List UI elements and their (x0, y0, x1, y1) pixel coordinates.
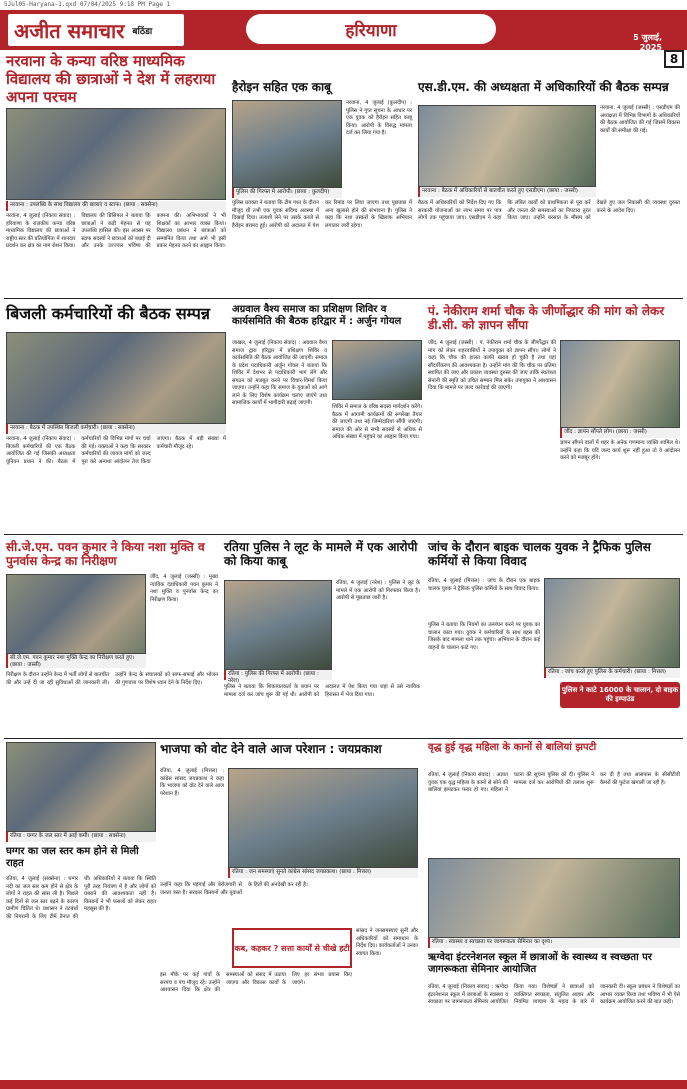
story-5-body-a: जाखल, 4 जुलाई (निकाय संवाद) : अग्रवाल वैश्य समाज द्वारा हरिद्वार में प्रशिक्षण शिविर व कार्यसमिति की बैठक आयोजित की जाएगी। समाज के प्रदेश पदाधिकारी अर्जुन गोयल ने बताया कि शिविर में देशभर से पदाधिकारी भाग लेंगे और संगठन को मजबूत करने पर विचार-विमर्श किया जाएगा। उन्होंने कहा कि समाज के युवाओं को आगे लाने के लिए विशेष कार्यक्रम चलाए जाएंगे तथा सामाजिक कार्यों में भागीदारी बढ़ाई जाएगी। (232, 340, 327, 407)
story-10-body-a: रतिया, 4 जुलाई (मित्तल) : कांग्रेस सांसद जयप्रकाश ने कहा कि भाजपा को वोट देने वाले आज परेशान हैं। (160, 768, 224, 797)
story-11-body: रतिया, 4 जुलाई (सक्सेना) : घग्गर नदी का जल स्तर कम होने से क्षेत्र के लोगों ने राहत की सांस ली है। पिछले कई दिनों से जल स्तर बढ़ने के कारण ग्रामीण चिंतित थे। प्रशासन ने तटबंधों की निगरानी के लिए टीमें तैनात की थीं। अधिकारियों ने बताया कि स्थिति पूरी तरह नियंत्रण में है और लोगों को घबराने की आवश्यकता नहीं है। किसानों ने भी फसलों को लेकर राहत महसूस की है। (6, 876, 156, 920)
story-2-body-side: नरवाना, 4 जुलाई (कुलदीप) : पुलिस ने गुप्त सूचना के आधार पर एक युवक को हैरोइन सहित काबू किया। आरोपी के विरुद्ध मामला दर्ज कर लिया गया है। (346, 100, 412, 137)
story-5-headline: अग्रवाल वैश्य समाज का प्रशिक्षण शिविर व कार्यसमिति की बैठक हरिद्वार में : अर्जुन गोयल (232, 304, 402, 327)
story-11-headline: घग्गर का जल स्तर कम होने से मिली राहत (6, 846, 139, 869)
masthead-logo (6, 12, 186, 48)
issue-date: 5 जुलाई, 2025 (633, 33, 662, 52)
story-7-body: निरीक्षण के दौरान उन्होंने केन्द्र में भर्ती लोगों से बातचीत की और उन्हें दी जा रही सुविधाओं की जानकारी ली। उन्होंने केन्द्र के संचालकों को साफ-सफाई और भोजन की गुणवत्ता पर विशेष ध्यान देने के निर्देश दिए। (6, 672, 218, 686)
story-10-body-c: सांसद ने जनसमस्याएं सुनीं और अधिकारियों को समाधान के निर्देश दिए। कार्यकर्ताओं ने उनका स्वागत किया। (356, 928, 418, 957)
story-10-headline: भाजपा को वोट देने वाले आज परेशान : जयप्रकाश (160, 742, 382, 756)
story-6-body-a: जींद, 4 जुलाई (जस्सी) : पं. नेकीराम शर्मा चौक के जीर्णोद्धार की मांग को लेकर शहरवासियों ने उपायुक्त को ज्ञापन सौंपा। लोगों ने कहा कि चौक की हालत काफी खराब हो चुकी है तथा यहां सौंदर्यीकरण की आवश्यकता है। उन्होंने मांग की कि चौक पर प्रतिमा स्थापित की जाए और प्रकाश व्यवस्था दुरुस्त की जाए ताकि स्वतंत्रता सेनानी की स्मृति को उचित सम्मान मिल सके। उपायुक्त ने आश्वासन दिया कि मामले पर जल्द कार्रवाई की जाएगी। (428, 340, 556, 392)
story-4-body: नरवाना, 4 जुलाई (निकाय संवाद) : बिजली कर्मचारियों की एक बैठक आयोजित की गई जिसकी अध्यक्षता यूनियन प्रधान ने की। बैठक में कर्मचारियों की विभिन्न मांगों पर चर्चा की गई। वक्ताओं ने कहा कि सरकार कर्मचारियों की जायज मांगों को जल्द पूरा करे अन्यथा आंदोलन तेज किया जाएगा। बैठक में बड़ी संख्या में कर्मचारी मौजूद रहे। (6, 436, 226, 465)
story-3-headline: एस.डी.एम. की अध्यक्षता में अधिकारियों की बैठक सम्पन्न (418, 80, 669, 94)
story-4-photo (6, 332, 226, 424)
story-9-caption: रतिया : जांच करते हुए पुलिस के कर्मचारी। (छाया : मित्तल) (544, 668, 680, 678)
story-6-photo (560, 340, 680, 428)
story-10-caption: रतिया : जन समस्याएं सुनते कांग्रेस सांसद जयप्रकाश। (छाया : मित्तल) (228, 868, 418, 878)
story-10-photo (228, 768, 418, 868)
story-6-headline: पं. नेकीराम शर्मा चौक के जीर्णोद्धार की मांग को लेकर डी.सी. को ज्ञापन सौंपा (428, 304, 665, 333)
story-1-body: नरवाना, 4 जुलाई (निकाय संवाद) : हरियाणा के राजकीय कन्या वरिष्ठ माध्यमिक विद्यालय की छात्राओं ने राष्ट्रीय स्तर की प्रतियोगिता में शानदार प्रदर्शन कर क्षेत्र का नाम रोशन किया। विद्यालय की प्रिंसिपल ने बताया कि छात्राओं ने कड़ी मेहनत से यह उपलब्धि हासिल की। इस अवसर पर स्टाफ सदस्यों ने छात्राओं को बधाई दी और उनके उज्ज्वल भविष्य की कामना की। अभिभावकों ने भी शिक्षकों का आभार व्यक्त किया। विद्यालय प्रबंधन ने छात्राओं को सम्मानित किया तथा आगे भी इसी प्रकार मेहनत करने का आह्वान किया। (6, 213, 226, 250)
story-1-photo (6, 108, 226, 200)
story-3-body-side: नरवाना, 4 जुलाई (जस्सी) : एसडीएम की अध्यक्षता में विभिन्न विभागों के अधिकारियों की बैठक आयोजित की गई जिसमें विकास कार्यों की समीक्षा की गई। (600, 105, 680, 134)
story-4-headline: बिजली कर्मचारियों की बैठक सम्पन्न (6, 304, 210, 323)
story-11-caption: रतिया : घग्गर के जल स्तर में आई कमी। (छाया : सक्सेना) (6, 832, 156, 842)
story-13-photo (428, 858, 680, 938)
story-7-caption: सी.जे.एम. पवन कुमार नशा मुक्ति केन्द्र का निरीक्षण करते हुए। (छाया : जस्सी) (6, 654, 146, 668)
footer-bar (0, 1080, 687, 1089)
story-8-headline: रतिया पुलिस ने लूट के मामले में एक आरोपी को किया काबू (224, 540, 418, 569)
story-1-caption: नरवाना : उपलब्धि के साथ विद्यालय की छात्राएं व स्टाफ। (छाया : सक्सेना) (6, 201, 226, 211)
story-12-body: रतिया, 4 जुलाई (निकाय संवाद) : अज्ञात युवक एक वृद्ध महिला के कानों से सोने की बालियां झपटकर फरार हो गए। महिला ने घटना की सूचना पुलिस को दी। पुलिस ने मामला दर्ज कर आरोपियों की तलाश शुरू कर दी है तथा आसपास के सीसीटीवी कैमरों की फुटेज खंगाली जा रही है। (428, 772, 680, 794)
story-9-headline: जांच के दौरान बाइक चालक युवक ने ट्रैफिक पुलिस कर्मियों से किया विवाद (428, 540, 651, 569)
story-4-caption: नरवाना : बैठक में उपस्थित बिजली कर्मचारी। (छाया : सक्सेना) (6, 424, 226, 434)
story-2-body: पुलिस प्रवक्ता ने बताया कि टीम गश्त के दौरान मौजूद थी तभी एक युवक संदिग्ध अवस्था में दिखाई दिया। तलाशी लेने पर उसके कब्जे से हैरोइन बरामद हुई। आरोपी को अदालत में पेश कर रिमांड पर लिया जाएगा तथा पूछताछ में अन्य खुलासे होने की संभावना है। पुलिस ने कहा कि नशा तस्करों के खिलाफ अभियान लगातार जारी रहेगा। (232, 200, 412, 229)
story-6-body-b: ज्ञापन सौंपने वालों में शहर के अनेक गणमान्य व्यक्ति शामिल थे। उन्होंने कहा कि यदि जल्द कार्य शुरू नहीं हुआ तो वे आंदोलन करने को मजबूर होंगे। (560, 440, 680, 462)
section-title: हरियाणा (246, 14, 496, 44)
divider (4, 298, 683, 299)
story-7-photo (6, 574, 146, 654)
brand-name: अजीत समाचार (14, 18, 125, 43)
story-8-caption: रतिया : पुलिस की गिरफ्त में आरोपी। (छाया : नरेश) (224, 670, 332, 680)
story-7-headline: सी.जे.एम. पवन कुमार ने किया नशा मुक्ति व पुनर्वास केन्द्र का निरीक्षण (6, 540, 205, 569)
story-10-body-b: उन्होंने कहा कि महंगाई और बेरोजगारी से जनता त्रस्त है। सरकार किसानों और युवाओं के हितों की अनदेखी कर रही है। (160, 882, 308, 896)
fine-box: पुलिस ने काटे 16000 के चालान, दो बाइक की इम्पाउंड (560, 682, 680, 708)
story-5-body-b: शिविर में समाज के वरिष्ठ सदस्य मार्गदर्शन करेंगे। बैठक में आगामी कार्यक्रमों की रूपरेखा तैयार की जाएगी तथा नई जिम्मेदारियां सौंपी जाएंगी। समाज की ओर से सभी सदस्यों से अधिक से अधिक संख्या में पहुंचने का आह्वान किया गया। (332, 404, 422, 441)
story-13-headline: ऋग्वेदा इंटरनेशनल स्कूल में छात्राओं के स्वास्थ्य व स्वच्छता पर जागरूकता सेमिनार आयोजित (428, 952, 652, 975)
story-8-body: पुलिस ने बताया कि शिकायतकर्ता के बयान पर मामला दर्ज कर जांच शुरू की गई थी। आरोपी को अदालत में पेश किया गया जहां से उसे न्यायिक हिरासत में भेज दिया गया। (224, 684, 420, 698)
story-8-body-side: रतिया, 4 जुलाई (नरेश) : पुलिस ने लूट के मामले में एक आरोपी को गिरफ्तार किया है। आरोपी से पूछताछ जारी है। (336, 580, 420, 602)
story-9-body-a: रतिया, 4 जुलाई (मित्तल) : जांच के दौरान एक बाइक चालक युवक ने ट्रैफिक पुलिस कर्मियों के साथ विवाद किया। (428, 578, 540, 592)
story-9-body-b: पुलिस ने बताया कि नियमों का उल्लंघन करने पर युवक का चालान काटा गया। युवक ने कर्मचारियों के साथ बहस की जिसके बाद मामला थाने तक पहुंचा। अभियान के दौरान कई वाहनों के चालान काटे गए। (428, 622, 540, 651)
story-3-body: बैठक में अधिकारियों को निर्देश दिए गए कि सरकारी योजनाओं का लाभ समय पर पात्र लोगों तक पहुंचाया जाए। एसडीएम ने कहा कि लंबित कार्यों को प्राथमिकता से पूरा करें और जनता की समस्याओं का निपटारा तुरंत किया जाए। उन्होंने बरसात के मौसम को देखते हुए जल निकासी की व्यवस्था दुरुस्त करने के आदेश दिए। (418, 200, 680, 222)
story-11-photo (6, 742, 156, 832)
divider (4, 534, 683, 535)
prepress-slug: 5Jul05-Haryana-1.qxd 07/04/2025 9:18 PM Page 1 (4, 1, 171, 8)
story-2-photo (232, 100, 342, 188)
story-9-photo (544, 578, 680, 668)
story-5-portrait (332, 340, 422, 400)
story-3-caption: नरवाना : बैठक में अधिकारियों से बातचीत करते हुए एसडीएम। (छाया : जस्सी) (418, 187, 596, 197)
story-2-caption: पुलिस की गिरफ्त में आरोपी। (छाया : कुलदीप) (232, 188, 342, 198)
question-box: कब, कहकर ? सत्ता कार्यों से चीखे हटी (232, 928, 352, 968)
story-13-caption: रतिया : स्वास्थ्य व स्वच्छता पर जागरूकता सेमिनार का दृश्य। (428, 938, 680, 948)
story-10-body-d: इस मौके पर कई गांवों के सरपंच व पंच मौजूद रहे। उन्होंने आश्वासन दिया कि क्षेत्र की समस्याओं को संसद में उठाया जाएगा और विकास कार्यों के लिए हर संभव प्रयास किए जाएंगे। (160, 972, 352, 994)
story-8-photo (224, 580, 332, 670)
story-3-photo (418, 105, 596, 187)
story-2-headline: हैरोइन सहित एक काबू (232, 80, 331, 94)
story-6-caption: जींद : ज्ञापन सौंपते लोग। (छाया : जस्सी) (560, 428, 680, 438)
story-7-body-side: जींद, 4 जुलाई (जस्सी) : मुख्य न्यायिक दंडाधिकारी पवन कुमार ने नशा मुक्ति व पुनर्वास केन्द्र का निरीक्षण किया। (150, 574, 218, 603)
divider (4, 738, 683, 739)
page-number: 8 (664, 50, 684, 68)
story-12-headline: वृद्ध हुई वृद्ध महिला के कानों से बालियां झपटी (428, 742, 597, 753)
story-13-body: रतिया, 4 जुलाई (निकाय संवाद) : ऋग्वेदा इंटरनेशनल स्कूल में छात्राओं के स्वास्थ्य व स्वच्छता पर जागरूकता सेमिनार आयोजित किया गया। विशेषज्ञों ने छात्राओं को व्यक्तिगत स्वच्छता, संतुलित आहार और नियमित व्यायाम के महत्व के बारे में जानकारी दी। स्कूल प्रबंधन ने विशेषज्ञों का आभार व्यक्त किया तथा भविष्य में भी ऐसे कार्यक्रम आयोजित करने की बात कही। (428, 984, 680, 1006)
edition-city: बठिंडा (132, 26, 153, 37)
story-1-headline: नरवाना के कन्या वरिष्ठ माध्यमिक विद्यालय की छात्राओं ने देश में लहराया अपना परचम (6, 52, 216, 106)
